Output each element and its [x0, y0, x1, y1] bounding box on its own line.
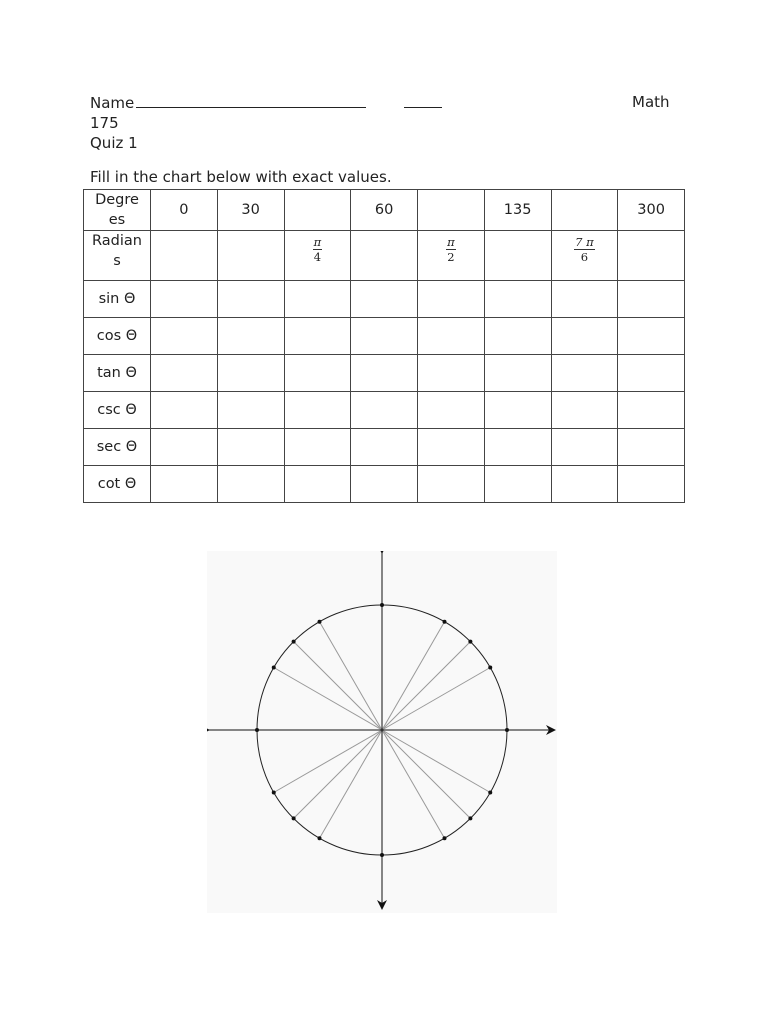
- radial-line-150: [274, 668, 382, 731]
- answer-cell[interactable]: [217, 466, 284, 503]
- answer-cell[interactable]: [284, 281, 351, 318]
- radial-line-330: [382, 730, 490, 793]
- function-row-tan: [84, 355, 685, 392]
- answer-cell[interactable]: [418, 466, 485, 503]
- function-row-cot: [84, 466, 685, 503]
- answer-cell[interactable]: [551, 281, 618, 318]
- answer-cell[interactable]: [151, 281, 218, 318]
- angle-point-30: [488, 666, 492, 670]
- fraction-denominator: 4: [313, 250, 322, 264]
- angle-point-150: [272, 666, 276, 670]
- answer-cell[interactable]: [551, 466, 618, 503]
- function-row-sec: [84, 429, 685, 466]
- radian-cell[interactable]: [284, 231, 351, 281]
- function-row-csc: [84, 392, 685, 429]
- name-field-label: Name: [90, 93, 442, 112]
- answer-cell[interactable]: [284, 429, 351, 466]
- angle-point-60: [443, 620, 447, 624]
- degree-cell[interactable]: 135: [484, 190, 551, 231]
- answer-cell[interactable]: [618, 392, 685, 429]
- angle-point-180: [255, 728, 259, 732]
- radian-fraction: [574, 235, 595, 264]
- radian-fraction: [446, 235, 456, 264]
- radial-line-240: [320, 730, 383, 838]
- quiz-title: Quiz 1: [90, 134, 138, 152]
- fraction-numerator: 7 π: [575, 235, 594, 249]
- answer-cell[interactable]: [284, 466, 351, 503]
- answer-cell[interactable]: [351, 429, 418, 466]
- radian-fraction: [313, 235, 323, 264]
- radian-cell[interactable]: [551, 231, 618, 281]
- radians-label-line1: Radian: [92, 233, 142, 249]
- answer-cell[interactable]: [484, 466, 551, 503]
- trig-values-table: [83, 189, 685, 503]
- function-label: sin Θ: [84, 281, 151, 318]
- course-number: 175: [90, 114, 119, 132]
- radial-line-315: [382, 730, 470, 818]
- radians-header-cell: [84, 231, 151, 281]
- radial-line-45: [382, 642, 470, 730]
- answer-cell[interactable]: [351, 281, 418, 318]
- answer-cell[interactable]: [618, 355, 685, 392]
- answer-cell[interactable]: [351, 318, 418, 355]
- name-blank-line-extension: [404, 93, 442, 108]
- function-label: csc Θ: [84, 392, 151, 429]
- function-label: tan Θ: [84, 355, 151, 392]
- answer-cell[interactable]: [217, 429, 284, 466]
- degrees-label-line1: Degre: [95, 192, 139, 208]
- unit-circle-figure: [207, 551, 557, 913]
- degree-cell[interactable]: [418, 190, 485, 231]
- degrees-label-line2: es: [108, 212, 126, 228]
- radian-cell[interactable]: [618, 231, 685, 281]
- answer-cell[interactable]: [217, 281, 284, 318]
- degrees-row: [84, 190, 685, 231]
- answer-cell[interactable]: [217, 392, 284, 429]
- answer-cell[interactable]: [618, 318, 685, 355]
- answer-cell[interactable]: [551, 429, 618, 466]
- angle-point-225: [292, 816, 296, 820]
- function-row-sin: [84, 281, 685, 318]
- angle-point-45: [468, 640, 472, 644]
- fraction-denominator: 6: [580, 250, 589, 264]
- fraction-denominator: 2: [447, 250, 455, 264]
- angle-point-120: [318, 620, 322, 624]
- radial-line-135: [294, 642, 382, 730]
- degree-cell[interactable]: [284, 190, 351, 231]
- answer-cell[interactable]: [284, 355, 351, 392]
- angle-point-0: [505, 728, 509, 732]
- answer-cell[interactable]: [217, 318, 284, 355]
- answer-cell[interactable]: [484, 318, 551, 355]
- radian-cell[interactable]: [151, 231, 218, 281]
- angle-point-135: [292, 640, 296, 644]
- name-blank-line[interactable]: [136, 93, 366, 108]
- radians-row: [84, 231, 685, 281]
- angle-point-210: [272, 791, 276, 795]
- function-label: sec Θ: [84, 429, 151, 466]
- answer-cell[interactable]: [418, 318, 485, 355]
- answer-cell[interactable]: [151, 429, 218, 466]
- degree-cell[interactable]: 30: [217, 190, 284, 231]
- answer-cell[interactable]: [551, 318, 618, 355]
- answer-cell[interactable]: [484, 429, 551, 466]
- function-row-cos: [84, 318, 685, 355]
- answer-cell[interactable]: [551, 392, 618, 429]
- answer-cell[interactable]: [284, 318, 351, 355]
- answer-cell[interactable]: [284, 392, 351, 429]
- answer-cell[interactable]: [551, 355, 618, 392]
- answer-cell[interactable]: [618, 429, 685, 466]
- radial-line-210: [274, 730, 382, 793]
- answer-cell[interactable]: [484, 281, 551, 318]
- answer-cell[interactable]: [418, 355, 485, 392]
- answer-cell[interactable]: [151, 355, 218, 392]
- answer-cell[interactable]: [418, 429, 485, 466]
- radians-label-line2: s: [113, 253, 121, 269]
- fraction-numerator: π: [447, 235, 455, 249]
- function-label: cot Θ: [84, 466, 151, 503]
- instructions: Fill in the chart below with exact values.: [90, 168, 392, 186]
- radian-cell[interactable]: [418, 231, 485, 281]
- fraction-numerator: π: [313, 235, 322, 249]
- angle-point-270: [380, 853, 384, 857]
- answer-cell[interactable]: [484, 392, 551, 429]
- answer-cell[interactable]: [351, 355, 418, 392]
- function-label: cos Θ: [84, 318, 151, 355]
- degree-cell[interactable]: [551, 190, 618, 231]
- radial-line-60: [382, 622, 445, 730]
- answer-cell[interactable]: [418, 281, 485, 318]
- answer-cell[interactable]: [418, 392, 485, 429]
- radian-cell[interactable]: [217, 231, 284, 281]
- degree-cell[interactable]: 300: [618, 190, 685, 231]
- answer-cell[interactable]: [618, 466, 685, 503]
- angle-point-240: [318, 836, 322, 840]
- radian-cell[interactable]: [351, 231, 418, 281]
- answer-cell[interactable]: [217, 355, 284, 392]
- radian-cell[interactable]: [484, 231, 551, 281]
- angle-point-300: [443, 836, 447, 840]
- radial-line-225: [294, 730, 382, 818]
- answer-cell[interactable]: [351, 466, 418, 503]
- radial-line-30: [382, 668, 490, 731]
- answer-cell[interactable]: [351, 392, 418, 429]
- answer-cell[interactable]: [618, 281, 685, 318]
- angle-point-330: [488, 791, 492, 795]
- angle-point-315: [468, 816, 472, 820]
- degree-cell[interactable]: 60: [351, 190, 418, 231]
- angle-point-90: [380, 603, 384, 607]
- unit-circle-svg: [207, 551, 557, 913]
- answer-cell[interactable]: [151, 392, 218, 429]
- radial-line-300: [382, 730, 445, 838]
- degree-cell[interactable]: 0: [151, 190, 218, 231]
- degrees-header-cell: [84, 190, 151, 231]
- course-name: Math: [632, 93, 670, 111]
- answer-cell[interactable]: [484, 355, 551, 392]
- radial-line-120: [320, 622, 383, 730]
- answer-cell[interactable]: [151, 318, 218, 355]
- answer-cell[interactable]: [151, 466, 218, 503]
